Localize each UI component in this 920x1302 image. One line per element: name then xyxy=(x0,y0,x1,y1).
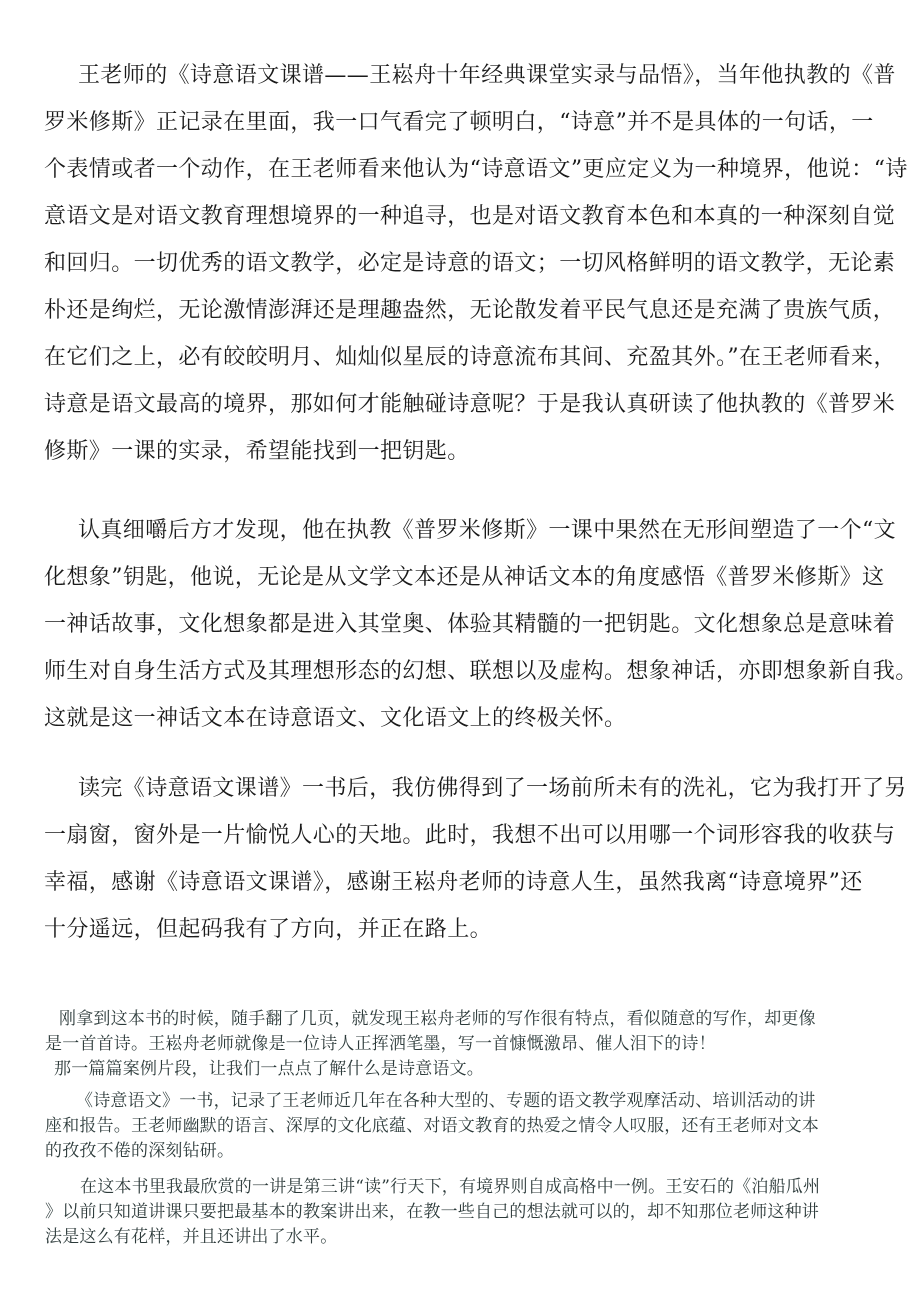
text-line: 那一篇篇案例片段，让我们一点点了解什么是诗意语文。 xyxy=(54,1059,484,1079)
text-line: 认真细嚼后方才发现，他在执教《普罗米修斯》一课中果然在无形间塑造了一个“文 xyxy=(78,518,897,543)
text-line: 幸福，感谢《诗意语文课谱》，感谢王崧舟老师的诗意人生，虽然我离“诗意境界”还 xyxy=(44,870,863,895)
text-line: 十分遥远，但起码我有了方向，并正在路上。 xyxy=(44,917,493,942)
text-line: 罗米修斯》正记录在里面，我一口气看完了顿明白，“诗意”并不是具体的一句话，一 xyxy=(44,110,874,135)
text-line: 意语文是对语文教育理想境界的一种追寻，也是对语文教育本色和本真的一种深刻自觉 xyxy=(44,204,896,229)
text-line: 修斯》一课的实录，希望能找到一把钥匙。 xyxy=(44,439,470,464)
text-line: 师生对自身生活方式及其理想形态的幻想、联想以及虚构。想象神话，亦即想象新自我。 xyxy=(44,659,918,684)
text-line: 个表情或者一个动作，在王老师看来他认为“诗意语文”更应定义为一种境界，他说：“诗 xyxy=(44,157,908,182)
text-line: 朴还是绚烂，无论激情澎湃还是理趣盎然，无论散发着平民气息还是充满了贵族气质， xyxy=(44,298,896,323)
text-line: 》以前只知道讲课只要把最基本的教案讲出来，在教一些自己的想法就可以的，却不知那位老师这种讲 xyxy=(45,1202,819,1222)
text-line: 法是这么有花样，并且还讲出了水平。 xyxy=(45,1227,338,1247)
text-line: 诗意是语文最高的境界，那如何才能触碰诗意呢？于是我认真研读了他执教的《普罗米 xyxy=(44,392,896,417)
text-line: 在这本书里我最欣赏的一讲是第三讲“读”行天下，有境界则自成高格中一例。王安石的《泊船瓜州 xyxy=(80,1177,821,1197)
text-line: 的孜孜不倦的深刻钻研。 xyxy=(45,1141,235,1161)
text-line: 化想象”钥匙，他说，无论是从文学文本还是从神话文本的角度感悟《普罗米修斯》这 xyxy=(44,565,885,590)
text-line: 读完《诗意语文课谱》一书后，我仿佛得到了一场前所未有的洗礼，它为我打开了另 xyxy=(78,776,907,801)
text-line: 一神话故事，文化想象都是进入其堂奥、体验其精髓的一把钥匙。文化想象总是意味着 xyxy=(44,612,896,637)
text-line: 座和报告。王老师幽默的语言、深厚的文化底蕴、对语文教育的热爱之情令人叹服，还有王老师对文本 xyxy=(45,1116,819,1136)
text-line: 刚拿到这本书的时候，随手翻了几页，就发现王崧舟老师的写作很有特点，看似随意的写作，却更像 xyxy=(59,1009,816,1029)
text-line: 一扇窗，窗外是一片愉悦人心的天地。此时，我想不出可以用哪一个词形容我的收获与 xyxy=(44,823,896,848)
text-line: 这就是这一神话文本在诗意语文、文化语文上的终极关怀。 xyxy=(44,706,627,731)
text-line: 王老师的《诗意语文课谱——王崧舟十年经典课堂实录与品悟》，当年他执教的《普 xyxy=(78,63,896,88)
text-line: 和回归。一切优秀的语文教学，必定是诗意的语文；一切风格鲜明的语文教学，无论素 xyxy=(44,251,896,276)
text-line: 在它们之上，必有皎皎明月、灿灿似星辰的诗意流布其间、充盈其外。”在王老师看来， xyxy=(44,345,896,370)
text-line: 《诗意语文》一书，记录了王老师近几年在各种大型的、专题的语文教学观摩活动、培训活动的讲 xyxy=(76,1091,816,1111)
text-line: 是一首首诗。王崧舟老师就像是一位诗人正挥洒笔墨，写一首慷慨激昂、催人泪下的诗！ xyxy=(45,1034,716,1054)
